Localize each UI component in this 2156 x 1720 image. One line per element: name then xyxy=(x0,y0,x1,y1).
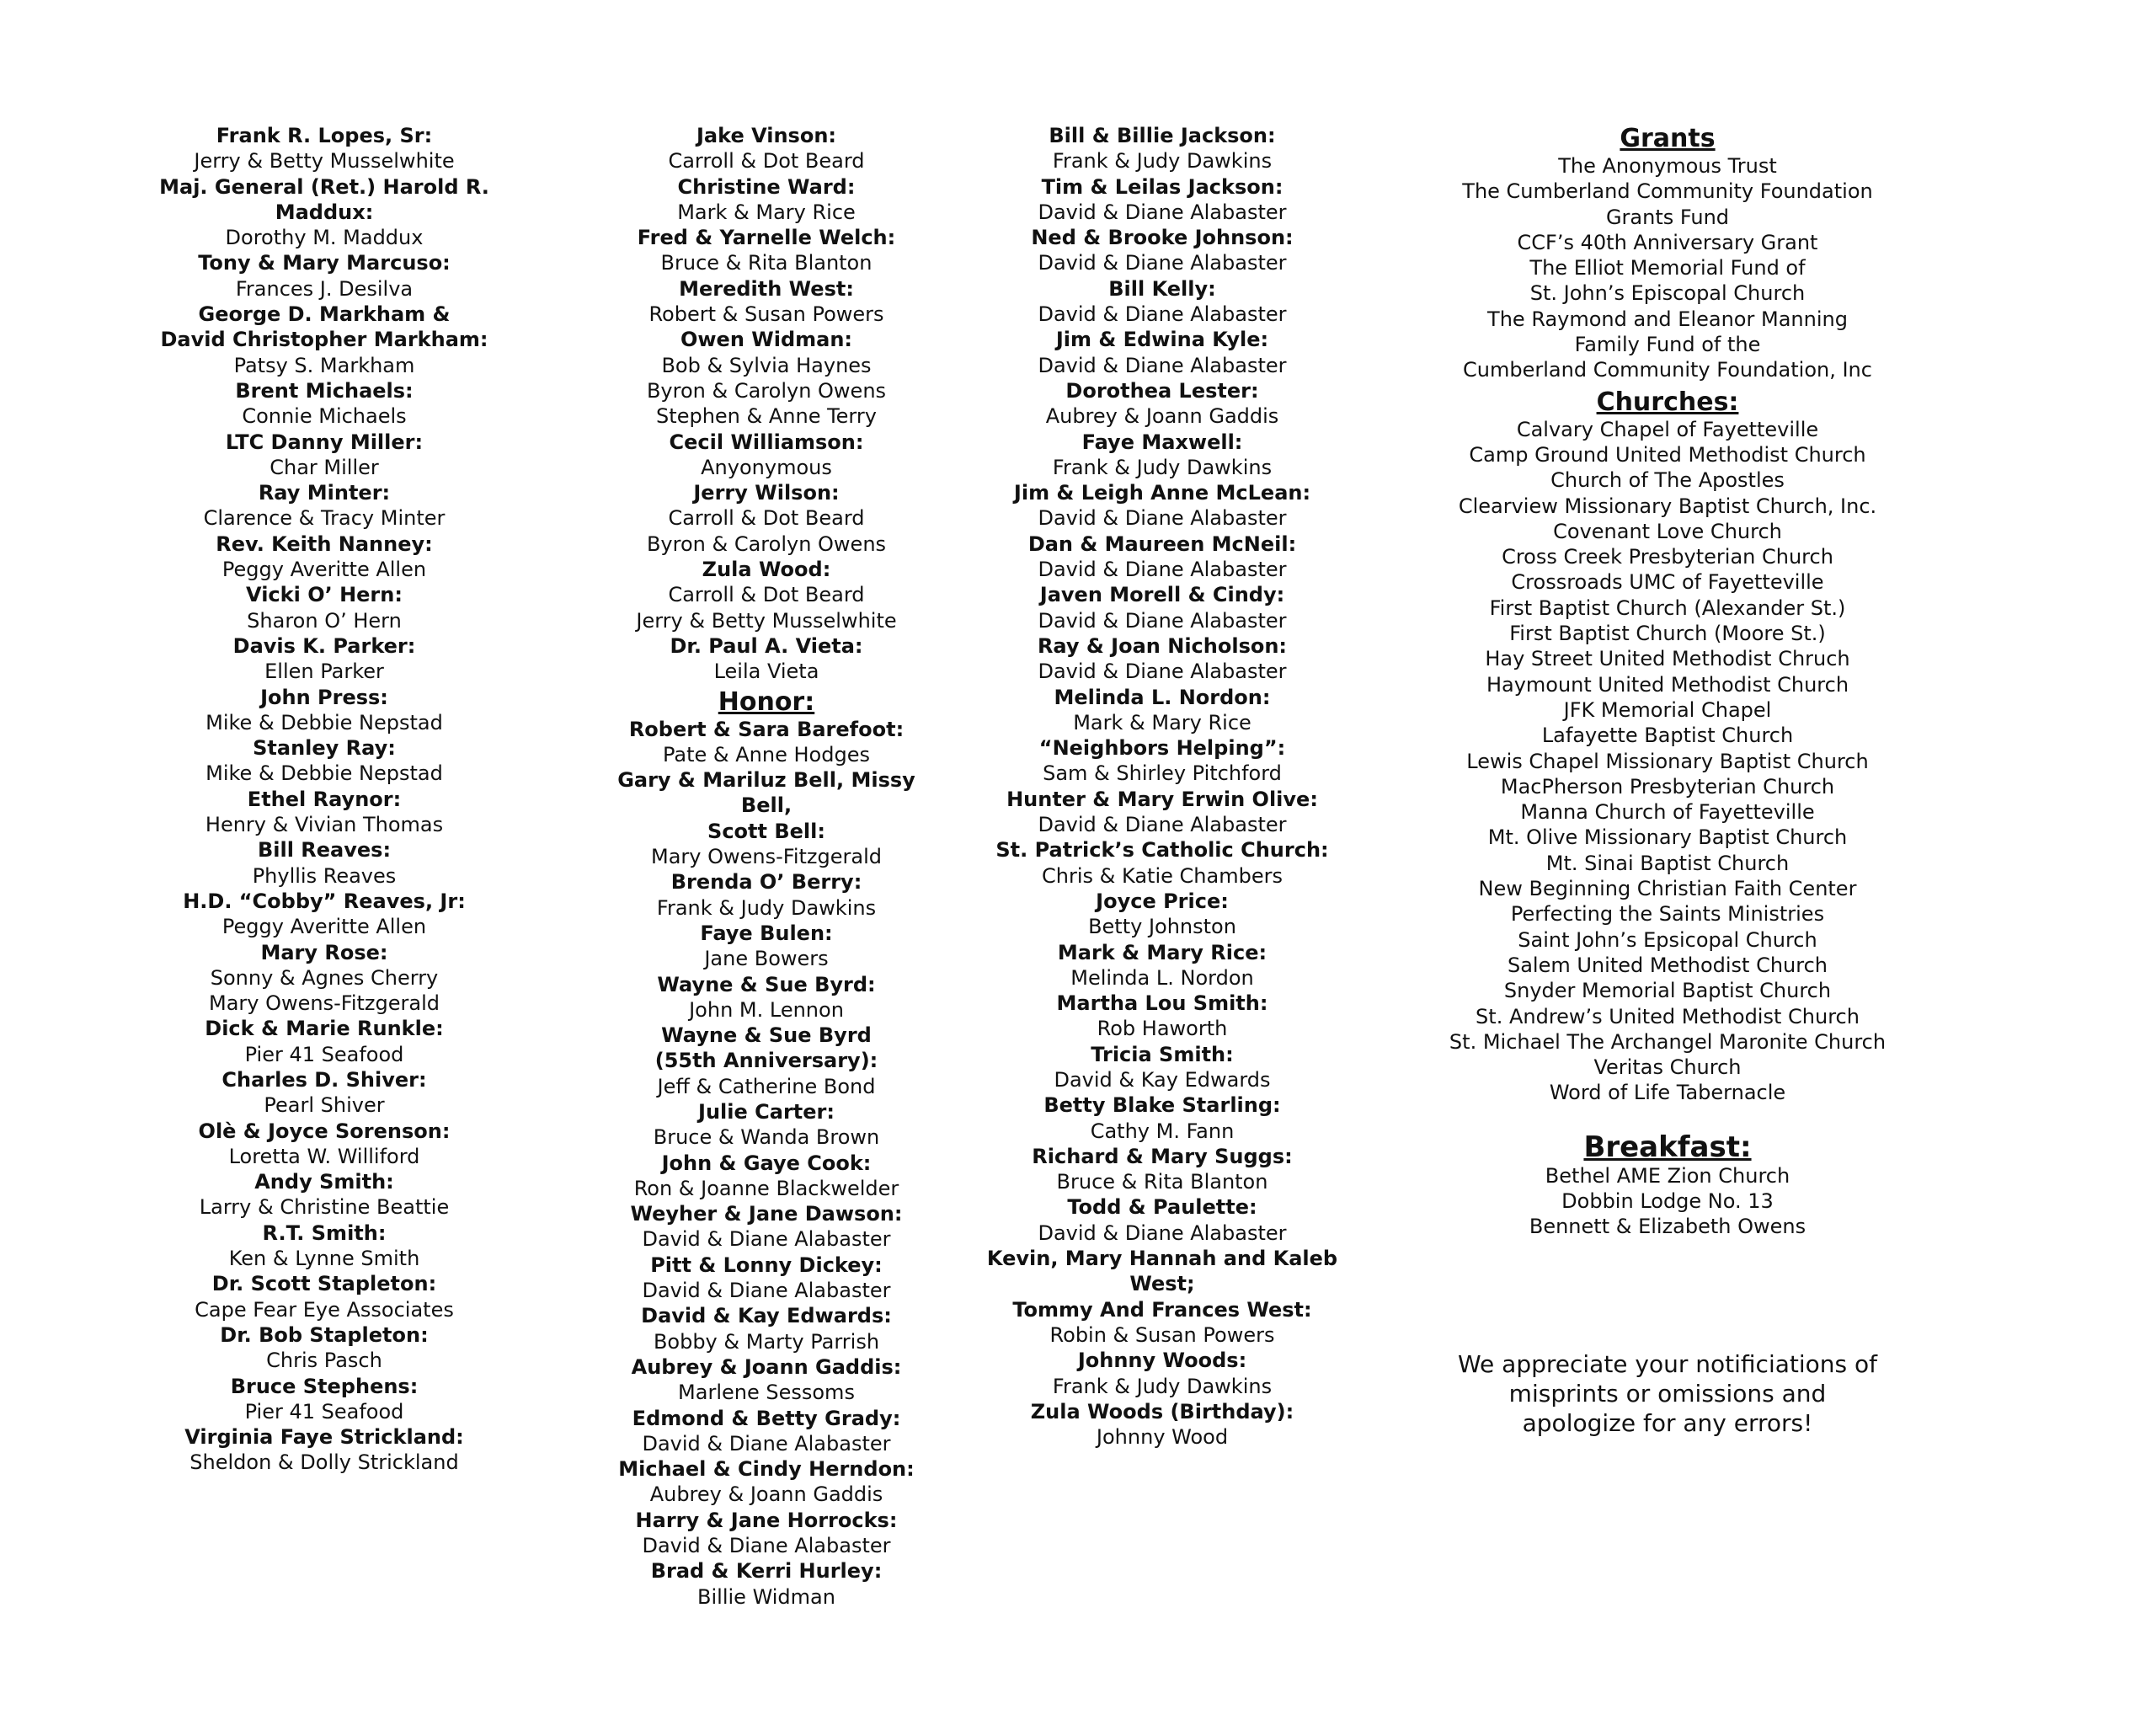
donor-name: Cathy M. Fann xyxy=(1090,1119,1235,1143)
closing-line: misprints or omissions and xyxy=(1508,1379,1827,1408)
breakfast-list xyxy=(1432,1163,1903,1240)
honoree-name: Brenda O’ Berry: xyxy=(670,870,862,895)
honoree-name: Michael & Cindy Herndon: xyxy=(618,1457,915,1482)
donor-name: Carroll & Dot Beard xyxy=(668,149,865,174)
donor-name: Betty Johnston xyxy=(1088,915,1236,939)
list-item xyxy=(152,1271,497,1322)
list-item xyxy=(152,531,497,583)
honoree-name: Johnny Woods: xyxy=(1077,1349,1247,1373)
honoree-name: Maddux: xyxy=(275,200,374,224)
church-item: Hay Street United Methodist Chruch xyxy=(1485,647,1850,671)
honoree-name: Stanley Ray: xyxy=(253,736,396,761)
list-item xyxy=(985,1348,1339,1399)
list-item xyxy=(152,1067,497,1119)
list-item xyxy=(594,1508,939,1559)
list-item xyxy=(985,480,1339,531)
honoree-name: Jerry Wilson: xyxy=(693,481,840,505)
list-item xyxy=(152,633,497,685)
donor-name: Jerry & Betty Musselwhite xyxy=(636,608,897,633)
honoree-name: Tricia Smith: xyxy=(1091,1042,1234,1066)
donor-name: Frank & Judy Dawkins xyxy=(1052,455,1273,479)
donor-name: David & Diane Alabaster xyxy=(1038,251,1287,275)
church-item: Calvary Chapel of Fayetteville xyxy=(1516,417,1819,441)
honoree-name: Zula Woods (Birthday): xyxy=(1030,1399,1294,1424)
church-item: St. Michael The Archangel Maronite Church xyxy=(1449,1029,1886,1054)
church-item: Snyder Memorial Baptist Church xyxy=(1503,979,1832,1003)
donor-name: Ellen Parker xyxy=(264,660,384,684)
donor-name: Anyonymous xyxy=(701,455,832,479)
donor-name: Phyllis Reaves xyxy=(252,863,397,888)
grant-item: The Raymond and Eleanor Manning xyxy=(1487,307,1848,331)
honoree-name: Dan & Maureen McNeil: xyxy=(1027,531,1297,556)
donor-name: David & Diane Alabaster xyxy=(1038,1221,1287,1245)
honoree-name: Owen Widman: xyxy=(680,328,853,352)
list-item xyxy=(152,430,497,481)
donor-name: David & Diane Alabaster xyxy=(642,1534,891,1558)
donor-name: Johnny Wood xyxy=(1096,1425,1229,1450)
honoree-name: Edmond & Betty Grady: xyxy=(632,1406,901,1430)
donor-name: Ken & Lynne Smith xyxy=(228,1247,420,1271)
list-item xyxy=(152,940,497,1017)
breakfast-item: Bethel AME Zion Church xyxy=(1545,1163,1790,1188)
grant-item: The Anonymous Trust xyxy=(1558,154,1777,178)
honoree-name: Martha Lou Smith: xyxy=(1056,991,1268,1016)
church-item: Manna Church of Fayetteville xyxy=(1520,800,1815,825)
honoree-name: Richard & Mary Suggs: xyxy=(1032,1144,1293,1168)
honoree-name: Davis K. Parker: xyxy=(232,633,416,658)
list-item xyxy=(594,1023,939,1099)
donor-name: David & Diane Alabaster xyxy=(1038,353,1287,377)
honoree-name: Betty Blake Starling: xyxy=(1043,1093,1281,1118)
honoree-name: Virginia Faye Strickland: xyxy=(184,1425,464,1450)
list-item xyxy=(985,685,1339,736)
honoree-name: St. Patrick’s Catholic Church: xyxy=(995,838,1329,863)
list-item xyxy=(594,1303,939,1354)
honoree-name: Robert & Sara Barefoot: xyxy=(628,717,905,741)
honoree-name: Christine Ward: xyxy=(677,174,856,199)
list-item xyxy=(152,735,497,787)
list-item xyxy=(985,1246,1339,1297)
church-item: Lafayette Baptist Church xyxy=(1541,724,1794,748)
list-item xyxy=(594,276,939,328)
honoree-name: Fred & Yarnelle Welch: xyxy=(637,226,896,250)
honoree-name: Pitt & Lonny Dickey: xyxy=(650,1253,883,1277)
honoree-name: Gary & Mariluz Bell, Missy Bell, xyxy=(617,768,915,818)
donor-name: Bruce & Rita Blanton xyxy=(660,251,873,275)
donor-name: Byron & Carolyn Owens xyxy=(646,531,887,556)
honoree-name: West; xyxy=(1129,1272,1195,1296)
honoree-name: Ned & Brooke Johnson: xyxy=(1031,226,1294,250)
grant-item: St. John’s Episcopal Church xyxy=(1529,281,1806,306)
church-item: Mt. Sinai Baptist Church xyxy=(1545,851,1790,875)
honoree-name: Dr. Scott Stapleton: xyxy=(211,1272,437,1296)
list-item xyxy=(985,531,1339,583)
list-item xyxy=(152,1221,497,1272)
honoree-name: Jim & Edwina Kyle: xyxy=(1055,328,1269,352)
donor-name: David & Diane Alabaster xyxy=(1038,558,1287,582)
list-item xyxy=(152,1322,497,1374)
donor-name: David & Diane Alabaster xyxy=(642,1279,891,1303)
church-item: MacPherson Presbyterian Church xyxy=(1500,774,1835,799)
list-item xyxy=(152,1374,497,1425)
donor-name: Henry & Vivian Thomas xyxy=(205,813,444,837)
church-item: Haymount United Methodist Church xyxy=(1486,672,1849,697)
honoree-name: Javen Morell & Cindy: xyxy=(1039,583,1285,607)
churches-list xyxy=(1432,417,1903,1106)
list-item xyxy=(985,378,1339,430)
closing-line: We appreciate your notificiations of xyxy=(1457,1349,1877,1378)
honoree-name: Dr. Paul A. Vieta: xyxy=(670,633,863,658)
honoree-name: Bruce Stephens: xyxy=(230,1374,419,1398)
church-item: New Beginning Christian Faith Center xyxy=(1478,877,1857,901)
honoree-name: Brad & Kerri Hurley: xyxy=(650,1559,883,1584)
honoree-name: Andy Smith: xyxy=(254,1170,394,1194)
list-item xyxy=(985,1297,1339,1349)
honoree-name: Mary Rose: xyxy=(260,940,388,964)
honoree-name: David & Kay Edwards: xyxy=(641,1304,892,1328)
donor-name: David & Diane Alabaster xyxy=(642,1227,891,1252)
donor-name: David & Diane Alabaster xyxy=(642,1431,891,1456)
donor-name: Byron & Carolyn Owens xyxy=(646,378,887,403)
list-item xyxy=(594,1201,939,1253)
honoree-name: Bill & Billie Jackson: xyxy=(1049,124,1276,147)
list-item xyxy=(985,430,1339,481)
donor-name: Carroll & Dot Beard xyxy=(668,506,865,531)
honoree-name: Olè & Joyce Sorenson: xyxy=(198,1119,451,1143)
honoree-name: Dick & Marie Runkle: xyxy=(205,1017,444,1041)
donor-name: David & Diane Alabaster xyxy=(1038,608,1287,633)
list-item xyxy=(985,735,1339,787)
donor-name: Pate & Anne Hodges xyxy=(663,742,870,767)
donor-name: Marlene Sessoms xyxy=(678,1381,855,1405)
list-item xyxy=(152,837,497,889)
donor-name: Connie Michaels xyxy=(242,404,407,429)
list-item xyxy=(594,174,939,226)
church-item: Veritas Church xyxy=(1593,1055,1742,1080)
list-item xyxy=(152,787,497,838)
honoree-name: Joyce Price: xyxy=(1096,889,1229,913)
church-item: Lewis Chapel Missionary Baptist Church xyxy=(1466,749,1869,773)
list-item xyxy=(594,869,939,921)
donor-name: Stephen & Anne Terry xyxy=(656,404,877,429)
honoree-name: LTC Danny Miller: xyxy=(225,430,424,454)
honoree-name: Jake Vinson: xyxy=(696,124,836,147)
donor-name: Frank & Judy Dawkins xyxy=(1052,149,1273,174)
donor-name: Aubrey & Joann Gaddis xyxy=(649,1482,883,1507)
list-item xyxy=(152,302,497,378)
donor-name: Mary Owens-Fitzgerald xyxy=(209,991,440,1016)
donor-name: Larry & Christine Beattie xyxy=(199,1195,450,1220)
donor-name: Mary Owens-Fitzgerald xyxy=(651,845,882,869)
list-item xyxy=(152,889,497,940)
honoree-name: Ray & Joan Nicholson: xyxy=(1037,633,1288,658)
list-item xyxy=(152,1424,497,1476)
donor-name: Bruce & Wanda Brown xyxy=(653,1125,880,1150)
list-item xyxy=(594,972,939,1023)
donor-name: David & Diane Alabaster xyxy=(1038,302,1287,327)
list-item xyxy=(594,1099,939,1151)
grants-heading: Grants xyxy=(1620,124,1716,153)
donor-name: Peggy Averitte Allen xyxy=(221,915,427,939)
honor-heading: Honor: xyxy=(718,686,815,717)
honoree-name: Meredith West: xyxy=(679,276,854,301)
list-item xyxy=(985,327,1339,378)
donor-name: Robin & Susan Powers xyxy=(1049,1322,1275,1347)
list-item xyxy=(594,480,939,557)
list-item xyxy=(152,378,497,430)
donor-name: Chris & Katie Chambers xyxy=(1042,863,1283,888)
donor-name: Chris Pasch xyxy=(266,1349,382,1373)
list-item xyxy=(594,717,939,768)
church-item: First Baptist Church (Alexander St.) xyxy=(1489,596,1846,620)
honoree-name: Wayne & Sue Byrd: xyxy=(657,972,876,996)
honoree-name: Vicki O’ Hern: xyxy=(246,583,403,607)
column-3 xyxy=(985,123,1339,1450)
honoree-name: Charles D. Shiver: xyxy=(221,1067,427,1092)
list-item xyxy=(594,327,939,429)
honoree-name: Dorothea Lester: xyxy=(1065,378,1259,403)
church-item: Crossroads UMC of Fayetteville xyxy=(1511,570,1824,595)
honoree-name: Frank R. Lopes, Sr: xyxy=(216,124,433,147)
honoree-name: Bill Kelly: xyxy=(1108,276,1216,301)
list-item xyxy=(985,582,1339,633)
donor-name: Aubrey & Joann Gaddis xyxy=(1045,404,1279,429)
honoree-name: Dr. Bob Stapleton: xyxy=(220,1322,429,1347)
donor-name: Clarence & Tracy Minter xyxy=(203,506,446,531)
list-item xyxy=(152,174,497,251)
list-item xyxy=(152,250,497,302)
honoree-name: Julie Carter: xyxy=(698,1099,835,1124)
donor-name: Jeff & Catherine Bond xyxy=(657,1074,876,1098)
grant-item: Grants Fund xyxy=(1605,205,1730,229)
list-item xyxy=(985,1042,1339,1093)
honoree-name: Tommy And Frances West: xyxy=(1012,1297,1312,1322)
honoree-name: Todd & Paulette: xyxy=(1067,1195,1257,1220)
church-item: Perfecting the Saints Ministries xyxy=(1510,902,1825,927)
list-item xyxy=(594,430,939,481)
church-item: Church of The Apostles xyxy=(1550,468,1785,493)
honoree-name: Tony & Mary Marcuso: xyxy=(198,251,451,275)
honoree-name: George D. Markham & xyxy=(198,302,451,327)
honoree-name: Scott Bell: xyxy=(707,819,825,843)
church-item: Cross Creek Presbyterian Church xyxy=(1502,545,1833,569)
donor-name: Leila Vieta xyxy=(713,660,819,684)
honoree-name: Melinda L. Nordon: xyxy=(1054,685,1271,709)
list-item xyxy=(152,480,497,531)
list-item xyxy=(985,940,1339,991)
list-item xyxy=(152,1119,497,1170)
list-item xyxy=(985,1194,1339,1246)
list-item xyxy=(985,787,1339,838)
grant-item: Cumberland Community Foundation, Inc xyxy=(1463,358,1872,382)
list-item xyxy=(985,225,1339,276)
honoree-name: John Press: xyxy=(260,685,388,709)
donor-name: Ron & Joanne Blackwelder xyxy=(633,1176,899,1200)
donor-name: Sharon O’ Hern xyxy=(247,608,402,633)
donor-name: Bruce & Rita Blanton xyxy=(1056,1170,1268,1194)
donor-name: Mike & Debbie Nepstad xyxy=(205,761,443,786)
grant-item: The Elliot Memorial Fund of xyxy=(1529,256,1806,280)
list-item xyxy=(152,123,497,174)
donor-name: Mark & Mary Rice xyxy=(1073,710,1251,734)
donor-name: Dorothy M. Maddux xyxy=(225,226,424,250)
list-item xyxy=(594,557,939,633)
donor-name: Pier 41 Seafood xyxy=(244,1042,404,1066)
list-item xyxy=(985,889,1339,940)
donor-name: David & Kay Edwards xyxy=(1054,1067,1271,1092)
honoree-name: Zula Wood: xyxy=(702,558,831,582)
list-item xyxy=(594,1151,939,1202)
church-item: Covenant Love Church xyxy=(1553,519,1782,543)
honoree-name: Faye Bulen: xyxy=(700,921,833,945)
church-item: Mt. Olive Missionary Baptist Church xyxy=(1487,825,1848,850)
list-item xyxy=(594,1406,939,1457)
donor-name: Char Miller xyxy=(270,455,379,479)
donor-name: Loretta W. Williford xyxy=(228,1144,420,1168)
list-item xyxy=(594,123,939,174)
donor-name: David & Diane Alabaster xyxy=(1038,506,1287,531)
breakfast-item: Bennett & Elizabeth Owens xyxy=(1529,1215,1806,1239)
donor-name: Billie Widman xyxy=(697,1584,835,1609)
list-item xyxy=(985,1144,1339,1195)
grant-item: Family Fund of the xyxy=(1574,333,1761,357)
honoree-name: “Neighbors Helping”: xyxy=(1038,736,1286,761)
list-item xyxy=(985,1399,1339,1450)
donor-name: Frances J. Desilva xyxy=(235,276,414,301)
donor-name: Frank & Judy Dawkins xyxy=(1052,1374,1273,1398)
list-item xyxy=(985,123,1339,174)
list-item xyxy=(152,685,497,736)
honoree-name: Tim & Leilas Jackson: xyxy=(1041,174,1283,199)
grant-item: CCF’s 40th Anniversary Grant xyxy=(1517,230,1818,254)
honoree-name: Harry & Jane Horrocks: xyxy=(635,1508,898,1532)
closing-line: apologize for any errors! xyxy=(1522,1408,1813,1437)
list-item xyxy=(152,582,497,633)
donor-name: Rob Haworth xyxy=(1097,1017,1228,1041)
donor-name: Sam & Shirley Pitchford xyxy=(1043,761,1282,786)
donor-name: Pearl Shiver xyxy=(264,1093,385,1118)
donor-name: David & Diane Alabaster xyxy=(1038,813,1287,837)
donor-name: Pier 41 Seafood xyxy=(244,1399,404,1424)
column-2 xyxy=(594,123,939,1610)
church-item: Clearview Missionary Baptist Church, Inc. xyxy=(1458,494,1877,518)
donor-name: Bobby & Marty Parrish xyxy=(653,1329,880,1354)
donor-name: David & Diane Alabaster xyxy=(1038,660,1287,684)
church-item: Camp Ground United Methodist Church xyxy=(1469,442,1866,467)
list-item xyxy=(985,633,1339,685)
honoree-name: Jim & Leigh Anne McLean: xyxy=(1013,481,1311,505)
list-item xyxy=(594,633,939,685)
list-item xyxy=(594,921,939,972)
honoree-name: Kevin, Mary Hannah and Kaleb xyxy=(986,1247,1338,1271)
donor-name: Bob & Sylvia Haynes xyxy=(661,353,872,377)
list-item xyxy=(985,1092,1339,1144)
honoree-name: Rev. Keith Nanney: xyxy=(216,531,433,556)
honoree-name: Weyher & Jane Dawson: xyxy=(630,1202,903,1226)
list-item xyxy=(985,174,1339,226)
list-item xyxy=(985,991,1339,1042)
donor-name: Sonny & Agnes Cherry xyxy=(210,965,439,990)
donor-name: Jane Bowers xyxy=(704,947,829,971)
honoree-name: Bill Reaves: xyxy=(257,838,392,863)
churches-heading: Churches: xyxy=(1596,387,1739,417)
honoree-name: H.D. “Cobby” Reaves, Jr: xyxy=(183,889,466,913)
honoree-name: Wayne & Sue Byrd xyxy=(661,1023,872,1048)
honoree-name: R.T. Smith: xyxy=(262,1221,387,1245)
honoree-name: Cecil Williamson: xyxy=(669,430,864,454)
donor-name: Melinda L. Nordon xyxy=(1070,965,1254,990)
honoree-name: John & Gaye Cook: xyxy=(661,1151,872,1175)
donor-name: Peggy Averitte Allen xyxy=(221,558,427,582)
honoree-name: David Christopher Markham: xyxy=(160,328,488,352)
donor-name: Carroll & Dot Beard xyxy=(668,583,865,607)
honoree-name: Ray Minter: xyxy=(258,481,391,505)
donor-name: Sheldon & Dolly Strickland xyxy=(189,1450,459,1475)
breakfast-item: Dobbin Lodge No. 13 xyxy=(1561,1189,1774,1213)
donor-name: David & Diane Alabaster xyxy=(1038,200,1287,224)
donor-name: John M. Lennon xyxy=(689,997,844,1022)
honoree-name: Maj. General (Ret.) Harold R. xyxy=(159,174,489,199)
donor-name: Jerry & Betty Musselwhite xyxy=(194,149,455,174)
honoree-name: Mark & Mary Rice: xyxy=(1057,940,1267,964)
honoree-name: (55th Anniversary): xyxy=(654,1049,878,1073)
list-item xyxy=(594,1558,939,1610)
list-item xyxy=(594,1253,939,1304)
donor-name: Cape Fear Eye Associates xyxy=(195,1297,454,1322)
church-item: JFK Memorial Chapel xyxy=(1563,697,1772,722)
church-item: Saint John’s Epsicopal Church xyxy=(1518,927,1817,952)
donor-name: Mike & Debbie Nepstad xyxy=(205,710,443,734)
donor-name: Frank & Judy Dawkins xyxy=(656,895,877,920)
honoree-name: Faye Maxwell: xyxy=(1081,430,1243,454)
list-item xyxy=(985,837,1339,889)
list-item xyxy=(152,1016,497,1067)
column-1 xyxy=(152,123,497,1476)
donor-name: Mark & Mary Rice xyxy=(677,200,856,224)
column-4 xyxy=(1432,125,1903,1438)
church-item: Salem United Methodist Church xyxy=(1507,953,1828,977)
list-item xyxy=(985,276,1339,328)
list-item xyxy=(594,1456,939,1508)
honoree-name: Hunter & Mary Erwin Olive: xyxy=(1006,787,1318,811)
breakfast-heading: Breakfast: xyxy=(1583,1130,1752,1164)
donor-name: Robert & Susan Powers xyxy=(648,302,884,327)
grants-list xyxy=(1432,153,1903,383)
closing-note xyxy=(1432,1349,1903,1438)
church-item: Word of Life Tabernacle xyxy=(1549,1081,1786,1105)
church-item: St. Andrew’s United Methodist Church xyxy=(1476,1004,1860,1028)
honoree-name: Brent Michaels: xyxy=(235,378,414,403)
list-item xyxy=(594,767,939,869)
honoree-name: Ethel Raynor: xyxy=(247,787,402,811)
list-item xyxy=(152,1169,497,1221)
donor-name: Patsy S. Markham xyxy=(233,353,415,377)
list-item xyxy=(594,1354,939,1406)
grant-item: The Cumberland Community Foundation xyxy=(1462,179,1873,204)
honoree-name: Aubrey & Joann Gaddis: xyxy=(631,1354,902,1379)
church-item: First Baptist Church (Moore St.) xyxy=(1509,622,1826,646)
list-item xyxy=(594,225,939,276)
